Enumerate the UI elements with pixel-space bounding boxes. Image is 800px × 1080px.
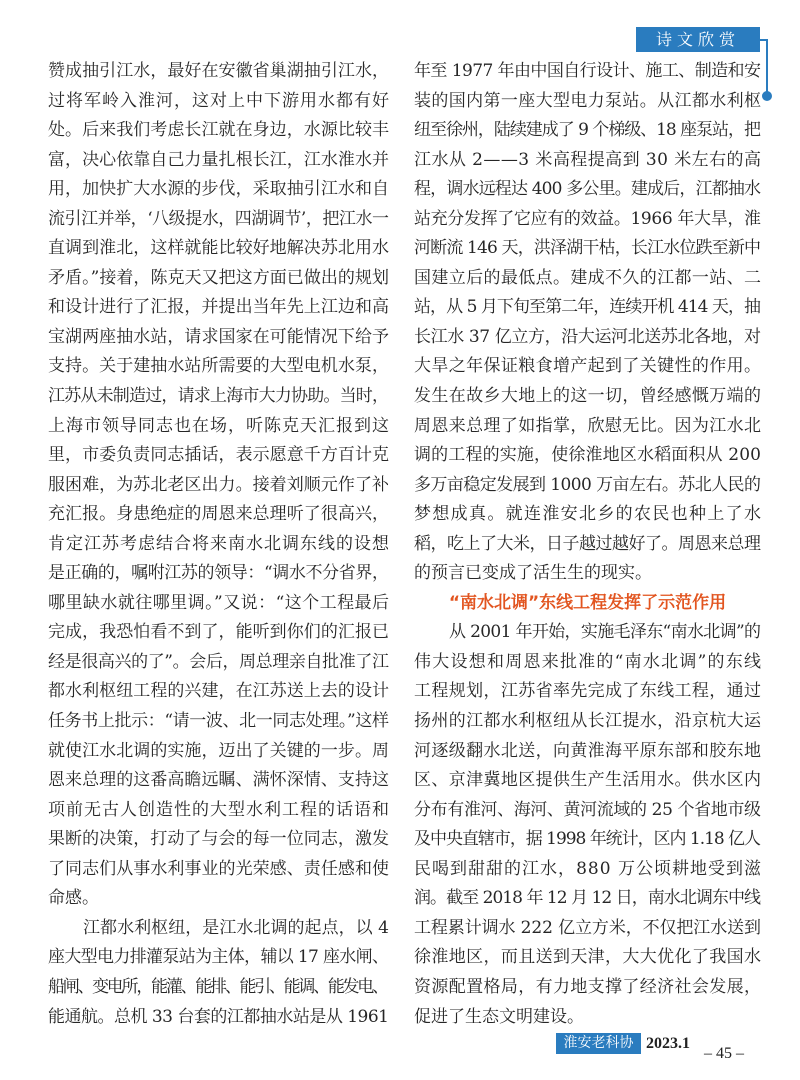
text-line: 稻，吃上了大米，日子越过越好了。周恩来总理 [414, 533, 761, 554]
text-line: 及中央直辖市，据 1998 年统计，区内 1.18 亿人 [414, 829, 760, 850]
text-line: 肯定江苏考虑结合将来南水北调东线的设想 [48, 533, 390, 554]
text-line: 扬州的江都水利枢纽从长江提水，沿京杭大运 [414, 711, 762, 732]
text-line: 任务书上批示：“请一波、北一同志处理。”这样 [48, 711, 389, 732]
text-line: 站充分发挥了它应有的效益。1966 年大旱，淮 [414, 208, 761, 229]
text-line: 经是很高兴的了”。会后，周总理亲自批准了江 [48, 651, 389, 672]
text-line: 都水利枢纽工程的兴建，在江苏送上去的设计 [48, 681, 390, 702]
text-line: 完成，我恐怕看不到了，能听到你们的汇报已 [48, 622, 390, 643]
text-line: 梦想成真。就连淮安北乡的农民也种上了水 [414, 504, 763, 525]
text-line: 命感。 [48, 888, 99, 909]
text-line: 大旱之年保证粮食增产起到了关键性的作用。 [414, 356, 762, 377]
publication-name: 淮安老科协 [556, 1033, 641, 1054]
text-line: 江苏从未制造过，请求上海市大力协助。当时， [48, 386, 389, 407]
text-line: 民喝到甜甜的江水，880 万公顷耕地受到滋 [414, 858, 762, 879]
issue-number: 2023.1 [646, 1035, 690, 1052]
text-line: 徐淮地区，而且送到天津，大大优化了我国水 [414, 947, 762, 968]
text-line: 座大型电力排灌泵站为主体，辅以 17 座水闸、 [48, 947, 389, 968]
text-line: 工程规划，江苏省率先完成了东线工程，通过 [414, 681, 762, 702]
text-line: 果断的决策，打动了与会的每一位同志，激发 [48, 829, 390, 850]
text-line: 富，决心依靠自己力量扎根长江，江水淮水并 [48, 149, 390, 170]
text-line: 哪里缺水就往哪里调。”又说：“这个工程最后 [48, 592, 390, 613]
text-line: 发生在故乡大地上的这一切，曾经感慨万端的 [414, 386, 762, 407]
text-line: 是正确的，嘱咐江苏的领导：“调水不分省界， [48, 563, 389, 584]
paragraph [414, 618, 761, 1032]
text-line: 流引江并举，‘八级提水，四湖调节’，把江水一 [48, 208, 389, 229]
text-line: 宝湖两座抽水站，请求国家在可能情况下给予 [48, 326, 390, 347]
text-line: 能通航。总机 33 台套的江都抽水站是从 1961 [48, 1006, 389, 1027]
text-line: 服困难，为苏北老区出力。接着刘顺元作了补 [48, 474, 390, 495]
tab-connector-line [766, 39, 768, 92]
text-line: 从 2001 年开始，实施毛泽东“南水北调”的 [449, 622, 761, 643]
paragraph [48, 914, 389, 1032]
text-line: 上海市领导同志也在场，听陈克天汇报到这 [48, 415, 390, 436]
paragraph [48, 57, 389, 914]
text-line: 用，加快扩大水源的步伐，采取抽引江水和自 [48, 179, 390, 200]
text-line: 站，从 5 月下旬至第二年，连续开机 414 天，抽 [414, 297, 761, 318]
text-line: 船闸、变电所，能灌、能排、能引、能调、能发电、 [48, 976, 387, 997]
text-line: 充汇报。身患绝症的周恩来总理听了很高兴， [48, 504, 390, 525]
text-line: 河逐级翻水北送，向黄淮海平原东部和胶东地 [414, 740, 762, 761]
paragraph [414, 57, 761, 589]
text-line: 资源配置格局，有力地支撑了经济社会发展， [414, 976, 762, 997]
text-line: 程，调水远程达 400 多公里。建成后，江都抽水 [414, 179, 761, 200]
text-line: 周恩来总理了如指掌，欣慰无比。因为江水北 [414, 415, 762, 436]
section-heading: “南水北调”东线工程发挥了示范作用 [448, 592, 727, 613]
text-line: 直调到淮北，这样就能比较好地解决苏北用水 [48, 238, 390, 259]
text-line: 调的工程的实施，使徐淮地区水稻面积从 200 [414, 445, 762, 466]
section-tab: 诗文欣赏 [636, 27, 760, 52]
text-line: 区、京津冀地区提供生产生活用水。供水区内 [414, 770, 762, 791]
text-line: 河断流 146 天，洪泽湖干枯，长江水位跌至新中 [414, 238, 761, 259]
text-line: 项前无古人创造性的大型水利工程的话语和 [48, 799, 390, 820]
text-line: 矛盾。”接着，陈克天又把这方面已做出的规划 [48, 267, 390, 288]
text-line: 支持。关于建抽水站所需要的大型电机水泵， [48, 356, 390, 377]
text-line: 年至 1977 年由中国自行设计、施工、制造和安 [414, 61, 761, 81]
text-line: 长江水 37 亿立方，沿大运河北送苏北各地，对 [414, 326, 761, 347]
text-line: 和设计进行了汇报，并提出当年先上江边和高 [48, 297, 390, 318]
text-line: 国建立后的最低点。建成不久的江都一站、二 [414, 267, 762, 288]
text-line: 处。后来我们考虑长江就在身边，水源比较丰 [48, 120, 390, 141]
text-line: 促进了生态文明建设。 [414, 1006, 584, 1027]
text-line: 恩来总理的这番高瞻远瞩、满怀深情、支持这 [48, 770, 390, 791]
text-line: 的预言已变成了活生生的现实。 [414, 563, 652, 584]
text-line: 分布有淮河、海河、黄河流域的 25 个省地市级 [414, 799, 761, 820]
text-line: 工程累计调水 222 亿立方米，不仅把江水送到 [414, 917, 761, 938]
text-line: 润。截至 2018 年 12 月 12 日，南水北调东中线 [414, 888, 761, 909]
text-line: 赞成抽引江水，最好在安徽省巢湖抽引江水， [48, 61, 390, 81]
text-line: 多万亩稳定发展到 1000 万亩左右。苏北人民的 [414, 474, 761, 495]
text-line: 过将军岭入淮河，这对上中下游用水都有好 [48, 90, 390, 111]
text-line: 就使江水北调的实施，迈出了关键的一步。周 [48, 740, 390, 761]
text-line: 伟大设想和周恩来批准的“南水北调”的东线 [414, 651, 763, 672]
left-column [48, 57, 389, 1032]
tab-dot-icon [762, 91, 772, 101]
text-line: 江都水利枢纽，是江水北调的起点，以 4 [83, 917, 390, 938]
right-column [414, 57, 761, 1032]
text-line: 了同志们从事水利事业的光荣感、责任感和使 [48, 858, 390, 879]
text-line: 里，市委负责同志插话，表示愿意千方百计克 [48, 445, 390, 466]
text-line: 江水从 2——3 米高程提高到 30 米左右的高 [414, 149, 762, 170]
text-line: 纽至徐州，陆续建成了 9 个梯级、18 座泵站，把 [414, 120, 760, 141]
page-number: – 45 – [704, 1045, 744, 1062]
text-line: 装的国内第一座大型电力泵站。从江都水利枢 [414, 90, 762, 111]
